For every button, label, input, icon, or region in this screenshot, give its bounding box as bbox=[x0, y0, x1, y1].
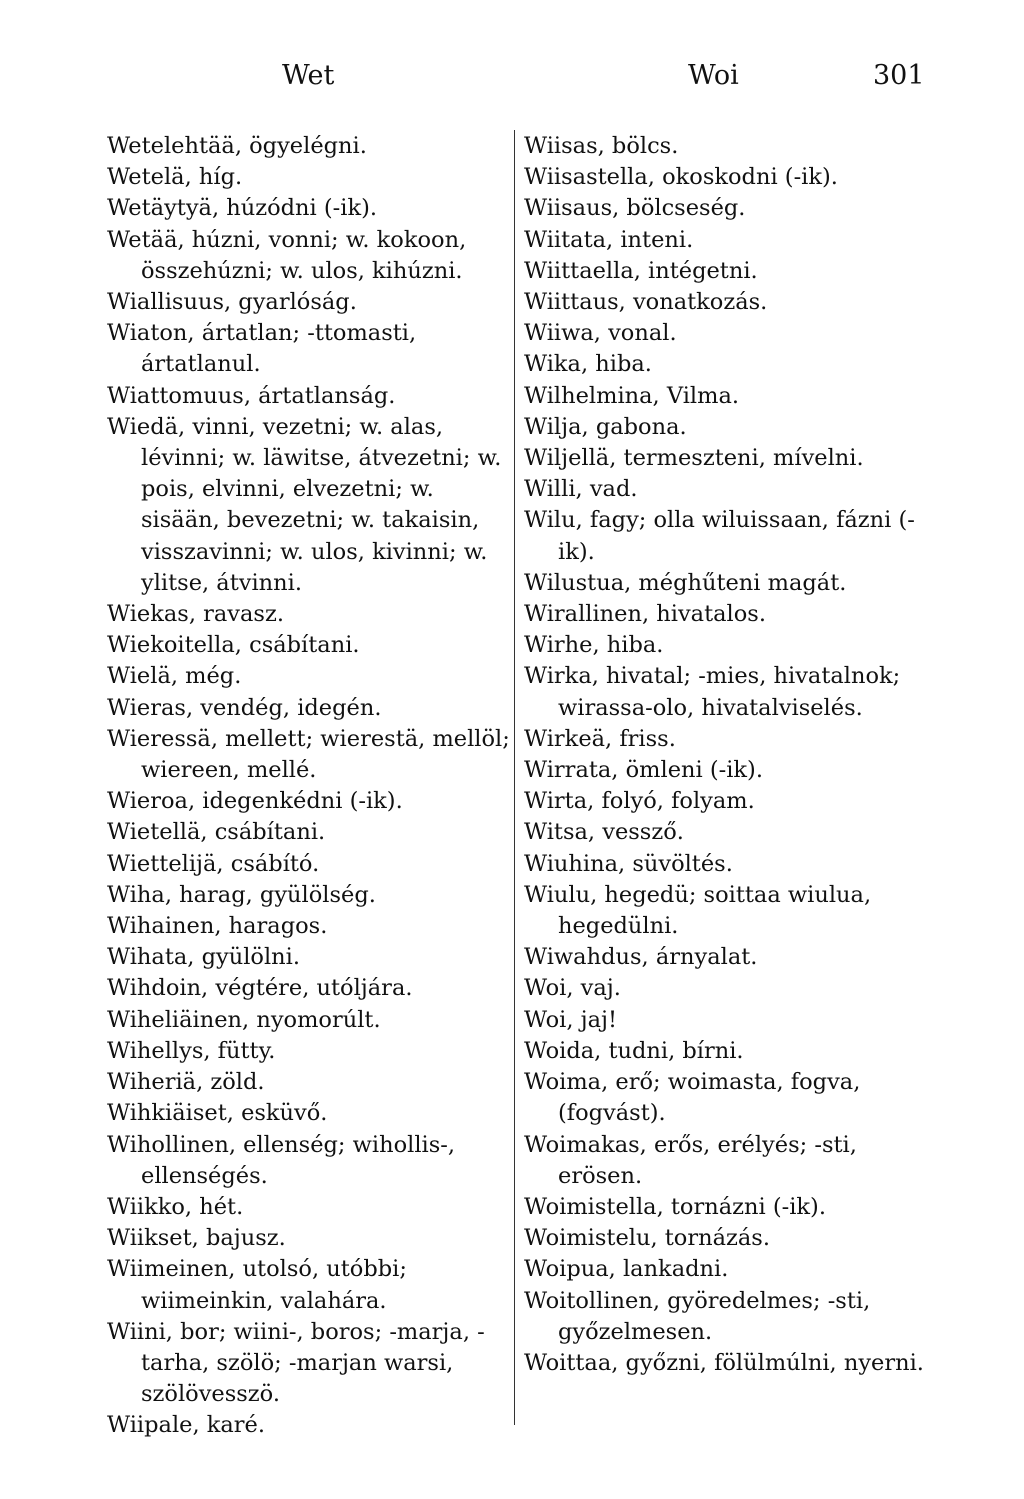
dictionary-entry: Wiittaella, intégetni. bbox=[524, 257, 758, 284]
dictionary-entry: Wetäytyä, húzódni (-ik). bbox=[107, 195, 378, 222]
page-header bbox=[0, 60, 1024, 96]
dictionary-entry: Wiettelijä, csábító. bbox=[107, 850, 320, 877]
dictionary-entry: Wiisaus, bölcseség. bbox=[524, 195, 746, 222]
dictionary-entry: Wirka, hivatal; -mies, hivatalnok; wirassa-olo, hivatalviselés. bbox=[524, 663, 901, 721]
column-divider bbox=[514, 130, 515, 1425]
dictionary-entry: Wirallinen, hivatalos. bbox=[524, 601, 766, 628]
dictionary-entry: Wieroa, idegenkédni (-ik). bbox=[107, 788, 403, 815]
dictionary-entry: Wiini, bor; wiini-, boros; -marja, -tarha, szölö; -marjan warsi, szölövesszö. bbox=[107, 1318, 485, 1408]
dictionary-entry: Wiiwa, vonal. bbox=[524, 320, 677, 347]
dictionary-entry: Wihkiäiset, esküvő. bbox=[107, 1100, 328, 1127]
dictionary-entry: Woipua, lankadni. bbox=[524, 1256, 729, 1283]
dictionary-entry: Wiallisuus, gyarlóság. bbox=[107, 289, 357, 316]
dictionary-entry: Wiitata, inteni. bbox=[524, 226, 694, 253]
dictionary-entry: Wilja, gabona. bbox=[524, 413, 687, 440]
dictionary-entry: Wihollinen, ellenség; wihollis-, ellenségés. bbox=[107, 1131, 456, 1189]
dictionary-entry: Wiipale, karé. bbox=[107, 1412, 266, 1439]
dictionary-entry: Wiulu, hegedü; soittaa wiulua, hegedülni. bbox=[524, 881, 872, 940]
dictionary-entry: Wiikko, hét. bbox=[107, 1193, 244, 1220]
dictionary-entry: Woi, vaj. bbox=[524, 975, 621, 1002]
left-column bbox=[107, 131, 512, 1442]
dictionary-entry: Wiikset, bajusz. bbox=[107, 1225, 286, 1252]
dictionary-entry: Wiuhina, süvöltés. bbox=[524, 850, 733, 877]
dictionary-entry: Wiljellä, termeszteni, mívelni. bbox=[524, 445, 864, 472]
dictionary-entry: Woimistelu, tornázás. bbox=[524, 1225, 770, 1252]
page-number: 301 bbox=[873, 60, 925, 91]
dictionary-entry: Wihainen, haragos. bbox=[107, 913, 328, 940]
dictionary-entry: Wirhe, hiba. bbox=[524, 632, 664, 659]
dictionary-entry: Wiattomuus, ártatlanság. bbox=[107, 382, 396, 409]
dictionary-entry: Woittaa, győzni, fölülmúlni, nyerni. bbox=[524, 1349, 924, 1376]
dictionary-entry: Wihellys, fütty. bbox=[107, 1037, 276, 1064]
dictionary-entry: Woi, jaj! bbox=[524, 1006, 618, 1033]
dictionary-entry: Willi, vad. bbox=[524, 476, 638, 503]
dictionary-entry: Woimistella, tornázni (-ik). bbox=[524, 1193, 826, 1220]
dictionary-entry: Wetelehtää, ögyelégni. bbox=[107, 133, 367, 159]
header-left-guide-word: Wet bbox=[282, 60, 335, 91]
dictionary-entry: Wiimeinen, utolsó, utóbbi; wiimeinkin, valahára. bbox=[107, 1256, 407, 1314]
dictionary-entry: Woitollinen, györedelmes; -sti, győzelmesen. bbox=[524, 1287, 871, 1345]
dictionary-entry: Wiekoitella, csábítani. bbox=[107, 632, 360, 659]
dictionary-entry: Wika, hiba. bbox=[524, 351, 652, 378]
dictionary-entry: Wiekas, ravasz. bbox=[107, 601, 284, 628]
dictionary-entry: Wiisas, bölcs. bbox=[524, 133, 679, 159]
header-right-guide-word: Woi bbox=[688, 60, 739, 91]
dictionary-entry: Wirkeä, friss. bbox=[524, 725, 676, 752]
dictionary-entry: Wilhelmina, Vilma. bbox=[524, 382, 740, 409]
dictionary-entry: Wielä, még. bbox=[107, 663, 242, 690]
dictionary-entry: Wihata, gyülölni. bbox=[107, 944, 300, 971]
dictionary-entry: Wihdoin, végtére, utóljára. bbox=[107, 975, 413, 1002]
dictionary-entry: Witsa, vessző. bbox=[524, 819, 684, 846]
dictionary-entry: Wetelä, híg. bbox=[107, 164, 243, 191]
right-column bbox=[524, 131, 926, 1379]
dictionary-entry: Wieras, vendég, idegén. bbox=[107, 694, 382, 721]
dictionary-entry: Wiedä, vinni, vezetni; w. alas, lévinni; w. läwitse, átvezetni; w. pois, elvinni, elvezetni; w. sisään, bevezetni; w. takaisin, visszavinni; w. ulos, kivinni; w. ylitse, átvinni. bbox=[107, 413, 502, 596]
dictionary-entry: Wiwahdus, árnyalat. bbox=[524, 944, 758, 971]
dictionary-entry: Wiaton, ártatlan; -ttomasti, ártatlanul. bbox=[107, 320, 417, 378]
dictionary-entry: Wiheliäinen, nyomorúlt. bbox=[107, 1006, 381, 1033]
dictionary-entry: Wilustua, méghűteni magát. bbox=[524, 569, 847, 596]
dictionary-entry: Wieressä, mellett; wierestä, mellöl; wiereen, mellé. bbox=[107, 725, 510, 784]
dictionary-entry: Wirrata, ömleni (-ik). bbox=[524, 757, 763, 784]
dictionary-entry: Wilu, fagy; olla wiluissaan, fázni (-ik). bbox=[524, 507, 915, 565]
dictionary-entry: Woima, erő; woimasta, fogva, (fogvást). bbox=[524, 1069, 861, 1127]
dictionary-entry: Wiheriä, zöld. bbox=[107, 1069, 265, 1096]
dictionary-entry: Wiittaus, vonatkozás. bbox=[524, 289, 768, 316]
dictionary-entry: Wiisastella, okoskodni (-ik). bbox=[524, 164, 838, 191]
dictionary-entry: Wirta, folyó, folyam. bbox=[524, 788, 755, 815]
dictionary-entry: Wietellä, csábítani. bbox=[107, 819, 326, 846]
dictionary-entry: Wetää, húzni, vonni; w. kokoon, összehúzni; w. ulos, kihúzni. bbox=[107, 226, 467, 284]
dictionary-entry: Wiha, harag, gyülölség. bbox=[107, 881, 376, 908]
dictionary-entry: Woida, tudni, bírni. bbox=[524, 1037, 744, 1064]
dictionary-entry: Woimakas, erős, erélyés; -sti, erösen. bbox=[524, 1131, 857, 1189]
